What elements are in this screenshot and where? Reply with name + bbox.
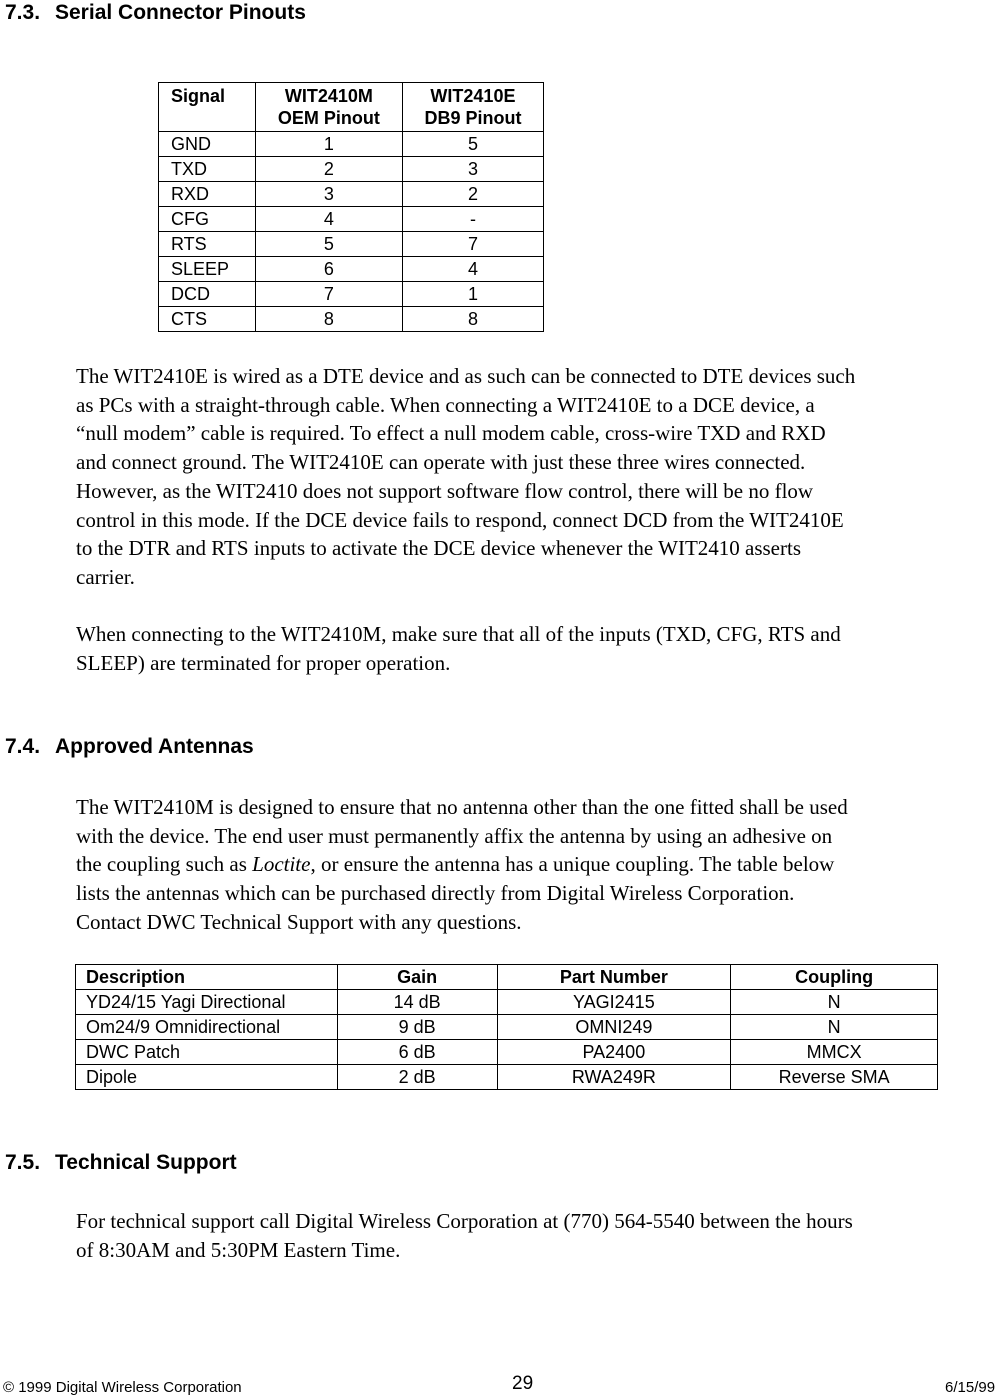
section-7-4-heading <box>5 735 254 759</box>
dte-paragraph <box>76 362 1003 592</box>
paragraph-line: The WIT2410E is wired as a DTE device and as such can be connected to DTE devices such <box>76 364 856 388</box>
paragraph-line: carrier. <box>76 564 135 589</box>
description-cell: YD24/15 Yagi Directional <box>76 990 338 1015</box>
db9-pin-cell: 1 <box>402 282 543 307</box>
loctite-emphasis: Loctite <box>252 852 311 877</box>
section-title: Approved Antennas <box>55 735 254 758</box>
oem-pin-cell: 4 <box>255 207 402 232</box>
gain-cell: 2 dB <box>337 1065 497 1090</box>
table-row <box>159 257 544 282</box>
part-number-cell: YAGI2415 <box>497 990 731 1015</box>
antenna-paragraph <box>76 793 1003 937</box>
table-row <box>159 132 544 157</box>
pinout-table <box>158 82 544 332</box>
paragraph-line: “null modem” cable is required. To effect a null modem cable, cross-wire TXD and RXD <box>76 421 826 446</box>
paragraph-line: lists the antennas which can be purchased directly from Digital Wireless Corporation. <box>76 881 795 906</box>
page-number: 29 <box>512 1373 534 1394</box>
db9-pin-cell: 2 <box>402 182 543 207</box>
signal-cell: RTS <box>159 232 256 257</box>
signal-cell: SLEEP <box>159 257 256 282</box>
signal-cell: RXD <box>159 182 256 207</box>
table-header-row <box>159 83 544 132</box>
paragraph-line: The WIT2410M is designed to ensure that no antenna other than the one fitted shall be used <box>76 795 848 819</box>
paragraph-line: For technical support call Digital Wireless Corporation at (770) 564-5540 between the hours <box>76 1209 853 1233</box>
oem-pin-cell: 8 <box>255 307 402 332</box>
oem-pin-cell: 2 <box>255 157 402 182</box>
section-number: 7.3. <box>5 1 41 24</box>
paragraph-line: the coupling such as Loctite, or ensure the antenna has a unique coupling. The table below <box>76 852 835 877</box>
support-paragraph <box>76 1207 1003 1264</box>
section-title: Technical Support <box>55 1151 237 1174</box>
paragraph-line: with the device. The end user must permanently affix the antenna by using an adhesive on <box>76 823 833 848</box>
header-gain: Gain <box>337 965 497 990</box>
gain-cell: 9 dB <box>337 1015 497 1040</box>
gain-cell: 6 dB <box>337 1040 497 1065</box>
db9-pin-cell: 8 <box>402 307 543 332</box>
paragraph-line: However, as the WIT2410 does not support software flow control, there will be no flow <box>76 478 814 503</box>
section-number: 7.4. <box>5 735 41 758</box>
description-cell: Om24/9 Omnidirectional <box>76 1015 338 1040</box>
coupling-cell: MMCX <box>731 1040 938 1065</box>
paragraph-line: as PCs with a straight-through cable. When connecting a WIT2410E to a DCE device, a <box>76 392 815 417</box>
paragraph-line: Contact DWC Technical Support with any questions. <box>76 909 522 934</box>
paragraph-line: When connecting to the WIT2410M, make sure that all of the inputs (TXD, CFG, RTS and <box>76 622 841 646</box>
antenna-table <box>75 964 938 1090</box>
table-row <box>159 232 544 257</box>
section-number: 7.5. <box>5 1151 41 1174</box>
header-wit2410e: WIT2410E DB9 Pinout <box>402 83 543 132</box>
part-number-cell: RWA249R <box>497 1065 731 1090</box>
oem-pin-cell: 6 <box>255 257 402 282</box>
description-cell: DWC Patch <box>76 1040 338 1065</box>
signal-cell: CFG <box>159 207 256 232</box>
part-number-cell: PA2400 <box>497 1040 731 1065</box>
db9-pin-cell: 5 <box>402 132 543 157</box>
footer-date: 6/15/99 <box>945 1379 996 1396</box>
db9-pin-cell: - <box>402 207 543 232</box>
header-signal: Signal <box>159 83 256 132</box>
db9-pin-cell: 3 <box>402 157 543 182</box>
coupling-cell: Reverse SMA <box>731 1065 938 1090</box>
signal-cell: CTS <box>159 307 256 332</box>
section-7-5-heading <box>5 1151 237 1175</box>
signal-cell: DCD <box>159 282 256 307</box>
table-row <box>76 1040 938 1065</box>
table-row <box>76 1015 938 1040</box>
oem-pin-cell: 7 <box>255 282 402 307</box>
table-row <box>159 282 544 307</box>
table-row <box>76 1065 938 1090</box>
table-header-row <box>76 965 938 990</box>
db9-pin-cell: 7 <box>402 232 543 257</box>
part-number-cell: OMNI249 <box>497 1015 731 1040</box>
coupling-cell: N <box>731 990 938 1015</box>
header-wit2410m: WIT2410M OEM Pinout <box>255 83 402 132</box>
section-7-3-heading <box>5 1 306 25</box>
coupling-cell: N <box>731 1015 938 1040</box>
oem-pin-cell: 1 <box>255 132 402 157</box>
table-row <box>159 207 544 232</box>
paragraph-line: to the DTR and RTS inputs to activate the DCE device whenever the WIT2410 asserts <box>76 536 802 561</box>
header-part-number: Part Number <box>497 965 731 990</box>
section-title: Serial Connector Pinouts <box>55 1 306 24</box>
table-row <box>76 990 938 1015</box>
table-row <box>159 157 544 182</box>
signal-cell: GND <box>159 132 256 157</box>
table-row <box>159 182 544 207</box>
header-coupling: Coupling <box>731 965 938 990</box>
db9-pin-cell: 4 <box>402 257 543 282</box>
termination-paragraph <box>76 620 1003 677</box>
table-row <box>159 307 544 332</box>
paragraph-line: of 8:30AM and 5:30PM Eastern Time. <box>76 1237 401 1262</box>
footer-copyright: © 1999 Digital Wireless Corporation <box>3 1379 242 1396</box>
signal-cell: TXD <box>159 157 256 182</box>
gain-cell: 14 dB <box>337 990 497 1015</box>
description-cell: Dipole <box>76 1065 338 1090</box>
oem-pin-cell: 3 <box>255 182 402 207</box>
oem-pin-cell: 5 <box>255 232 402 257</box>
header-description: Description <box>76 965 338 990</box>
paragraph-line: and connect ground. The WIT2410E can operate with just these three wires connected. <box>76 450 806 475</box>
paragraph-line: SLEEP) are terminated for proper operation. <box>76 650 451 675</box>
paragraph-line: control in this mode. If the DCE device fails to respond, connect DCD from the WIT2410E <box>76 507 844 532</box>
